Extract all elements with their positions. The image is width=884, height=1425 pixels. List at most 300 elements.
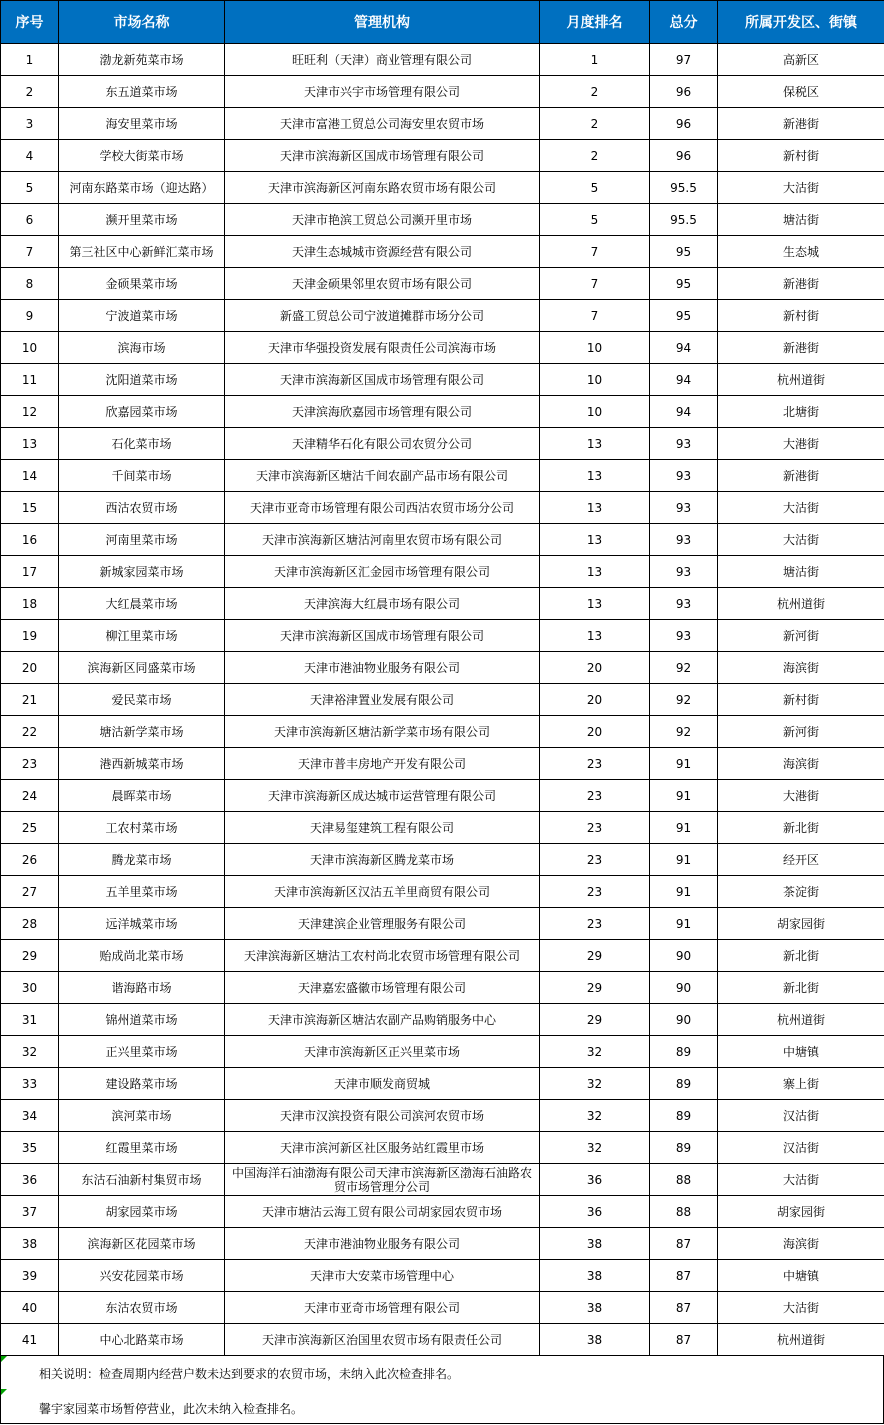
cell-market-name: 欣嘉园菜市场 [59, 396, 225, 428]
cell-management: 旺旺利（天津）商业管理有限公司 [225, 44, 540, 76]
cell-district: 新北街 [718, 812, 884, 844]
cell-district: 新村街 [718, 140, 884, 172]
cell-monthly-rank: 7 [540, 236, 650, 268]
cell-total-score: 93 [650, 428, 718, 460]
cell-index: 40 [1, 1292, 59, 1324]
cell-management: 天津市滨海新区塘沽河南里农贸市场有限公司 [225, 524, 540, 556]
cell-market-name: 海安里菜市场 [59, 108, 225, 140]
cell-monthly-rank: 13 [540, 428, 650, 460]
cell-index: 15 [1, 492, 59, 524]
cell-district: 大沽街 [718, 1164, 884, 1196]
cell-total-score: 93 [650, 492, 718, 524]
cell-monthly-rank: 1 [540, 44, 650, 76]
cell-district: 生态城 [718, 236, 884, 268]
table-row [1, 492, 884, 524]
cell-index: 21 [1, 684, 59, 716]
cell-total-score: 89 [650, 1132, 718, 1164]
cell-monthly-rank: 2 [540, 140, 650, 172]
cell-total-score: 93 [650, 556, 718, 588]
cell-index: 11 [1, 364, 59, 396]
cell-monthly-rank: 13 [540, 524, 650, 556]
cell-management: 天津滨海欣嘉园市场管理有限公司 [225, 396, 540, 428]
cell-management: 天津市滨海新区国成市场管理有限公司 [225, 620, 540, 652]
cell-district: 新港街 [718, 332, 884, 364]
cell-management: 天津市滨海新区塘沽农副产品购销服务中心 [225, 1004, 540, 1036]
cell-market-name: 滨海市场 [59, 332, 225, 364]
cell-management: 天津市普丰房地产开发有限公司 [225, 748, 540, 780]
note-text: 相关说明：检查周期内经营户数未达到要求的农贸市场，未纳入此次检查排名。 [39, 1367, 460, 1381]
cell-monthly-rank: 5 [540, 204, 650, 236]
cell-market-name: 第三社区中心新鲜汇菜市场 [59, 236, 225, 268]
cell-total-score: 96 [650, 140, 718, 172]
table-row [1, 140, 884, 172]
cell-index: 5 [1, 172, 59, 204]
cell-index: 22 [1, 716, 59, 748]
note-text: 馨宇家园菜市场暂停营业，此次未纳入检查排名。 [39, 1402, 304, 1416]
cell-district: 新港街 [718, 268, 884, 300]
cell-total-score: 94 [650, 332, 718, 364]
cell-total-score: 95.5 [650, 172, 718, 204]
cell-management: 天津市华强投资发展有限责任公司滨海市场 [225, 332, 540, 364]
cell-market-name: 晨晖菜市场 [59, 780, 225, 812]
cell-monthly-rank: 38 [540, 1260, 650, 1292]
cell-monthly-rank: 29 [540, 940, 650, 972]
cell-monthly-rank: 36 [540, 1196, 650, 1228]
cell-monthly-rank: 23 [540, 748, 650, 780]
cell-index: 30 [1, 972, 59, 1004]
cell-index: 26 [1, 844, 59, 876]
cell-management: 天津滨海新区塘沽工农村尚北农贸市场管理有限公司 [225, 940, 540, 972]
cell-market-name: 谐海路市场 [59, 972, 225, 1004]
cell-total-score: 93 [650, 460, 718, 492]
cell-market-name: 贻成尚北菜市场 [59, 940, 225, 972]
header-management: 管理机构 [225, 1, 540, 44]
cell-index: 31 [1, 1004, 59, 1036]
table-row [1, 1036, 884, 1068]
cell-total-score: 89 [650, 1036, 718, 1068]
cell-market-name: 锦州道菜市场 [59, 1004, 225, 1036]
table-row [1, 812, 884, 844]
table-body [1, 44, 884, 1356]
cell-market-name: 港西新城菜市场 [59, 748, 225, 780]
cell-market-name: 石化菜市场 [59, 428, 225, 460]
table-row [1, 1292, 884, 1324]
cell-district: 中塘镇 [718, 1260, 884, 1292]
cell-district: 大沽街 [718, 1292, 884, 1324]
cell-index: 34 [1, 1100, 59, 1132]
cell-market-name: 建设路菜市场 [59, 1068, 225, 1100]
cell-market-name: 滨海新区花园菜市场 [59, 1228, 225, 1260]
cell-monthly-rank: 32 [540, 1036, 650, 1068]
cell-district: 中塘镇 [718, 1036, 884, 1068]
cell-market-name: 滨海新区同盛菜市场 [59, 652, 225, 684]
cell-index: 2 [1, 76, 59, 108]
cell-district: 新北街 [718, 972, 884, 1004]
cell-total-score: 89 [650, 1100, 718, 1132]
cell-index: 28 [1, 908, 59, 940]
cell-district: 杭州道街 [718, 364, 884, 396]
cell-district: 新村街 [718, 300, 884, 332]
cell-monthly-rank: 38 [540, 1324, 650, 1356]
cell-index: 24 [1, 780, 59, 812]
cell-district: 新北街 [718, 940, 884, 972]
cell-market-name: 金硕果菜市场 [59, 268, 225, 300]
header-row [1, 1, 884, 44]
table-row [1, 1004, 884, 1036]
cell-management: 天津精华石化有限公司农贸分公司 [225, 428, 540, 460]
cell-management: 天津市富港工贸总公司海安里农贸市场 [225, 108, 540, 140]
cell-management: 天津市顺发商贸城 [225, 1068, 540, 1100]
cell-monthly-rank: 2 [540, 108, 650, 140]
cell-monthly-rank: 13 [540, 556, 650, 588]
cell-district: 海滨街 [718, 748, 884, 780]
cell-total-score: 91 [650, 844, 718, 876]
cell-total-score: 96 [650, 76, 718, 108]
cell-total-score: 92 [650, 684, 718, 716]
cell-market-name: 东沽农贸市场 [59, 1292, 225, 1324]
cell-monthly-rank: 10 [540, 396, 650, 428]
table-row [1, 652, 884, 684]
cell-total-score: 93 [650, 524, 718, 556]
cell-management: 天津嘉宏盛徽市场管理有限公司 [225, 972, 540, 1004]
cell-district: 塘沽街 [718, 556, 884, 588]
cell-management: 天津市港油物业服务有限公司 [225, 1228, 540, 1260]
cell-total-score: 94 [650, 396, 718, 428]
cell-district: 海滨街 [718, 1228, 884, 1260]
cell-management: 天津市滨海新区汉沽五羊里商贸有限公司 [225, 876, 540, 908]
cell-total-score: 91 [650, 812, 718, 844]
cell-index: 4 [1, 140, 59, 172]
cell-market-name: 柳江里菜市场 [59, 620, 225, 652]
cell-district: 经开区 [718, 844, 884, 876]
cell-index: 3 [1, 108, 59, 140]
cell-district: 大港街 [718, 780, 884, 812]
cell-district: 茶淀街 [718, 876, 884, 908]
cell-management: 天津市滨海新区正兴里菜市场 [225, 1036, 540, 1068]
cell-index: 1 [1, 44, 59, 76]
cell-market-name: 河南东路菜市场（迎达路） [59, 172, 225, 204]
cell-index: 32 [1, 1036, 59, 1068]
cell-monthly-rank: 36 [540, 1164, 650, 1196]
cell-total-score: 87 [650, 1260, 718, 1292]
cell-monthly-rank: 13 [540, 460, 650, 492]
cell-market-name: 西沽农贸市场 [59, 492, 225, 524]
cell-total-score: 91 [650, 748, 718, 780]
cell-monthly-rank: 29 [540, 1004, 650, 1036]
table-row [1, 76, 884, 108]
cell-monthly-rank: 32 [540, 1100, 650, 1132]
cell-management: 天津市滨海新区汇金园市场管理有限公司 [225, 556, 540, 588]
table-row [1, 716, 884, 748]
table-row [1, 364, 884, 396]
table-row [1, 1132, 884, 1164]
cell-district: 新村街 [718, 684, 884, 716]
cell-management: 天津市滨海新区塘沽千间农副产品市场有限公司 [225, 460, 540, 492]
cell-marker-icon [1, 1389, 7, 1395]
cell-market-name: 五羊里菜市场 [59, 876, 225, 908]
cell-index: 25 [1, 812, 59, 844]
cell-index: 20 [1, 652, 59, 684]
cell-index: 7 [1, 236, 59, 268]
cell-district: 新河街 [718, 620, 884, 652]
cell-total-score: 97 [650, 44, 718, 76]
cell-market-name: 胡家园菜市场 [59, 1196, 225, 1228]
cell-management: 天津裕津置业发展有限公司 [225, 684, 540, 716]
cell-management: 天津市亚奇市场管理有限公司西沽农贸市场分公司 [225, 492, 540, 524]
cell-monthly-rank: 32 [540, 1132, 650, 1164]
cell-index: 29 [1, 940, 59, 972]
cell-monthly-rank: 13 [540, 588, 650, 620]
cell-index: 41 [1, 1324, 59, 1356]
cell-total-score: 90 [650, 940, 718, 972]
cell-index: 12 [1, 396, 59, 428]
cell-market-name: 爱民菜市场 [59, 684, 225, 716]
cell-district: 杭州道街 [718, 1004, 884, 1036]
cell-management: 天津市滨海新区河南东路农贸市场有限公司 [225, 172, 540, 204]
cell-index: 13 [1, 428, 59, 460]
cell-index: 8 [1, 268, 59, 300]
table-row [1, 332, 884, 364]
cell-district: 杭州道街 [718, 1324, 884, 1356]
cell-total-score: 91 [650, 908, 718, 940]
cell-district: 大沽街 [718, 524, 884, 556]
cell-district: 寨上街 [718, 1068, 884, 1100]
cell-management: 天津市滨海新区成达城市运营管理有限公司 [225, 780, 540, 812]
cell-district: 新港街 [718, 108, 884, 140]
cell-market-name: 宁波道菜市场 [59, 300, 225, 332]
cell-index: 37 [1, 1196, 59, 1228]
table-row [1, 204, 884, 236]
cell-management: 天津易玺建筑工程有限公司 [225, 812, 540, 844]
cell-total-score: 91 [650, 780, 718, 812]
cell-monthly-rank: 20 [540, 684, 650, 716]
header-monthly-rank: 月度排名 [540, 1, 650, 44]
cell-market-name: 东五道菜市场 [59, 76, 225, 108]
cell-market-name: 千间菜市场 [59, 460, 225, 492]
cell-district: 新河街 [718, 716, 884, 748]
table-row [1, 1228, 884, 1260]
cell-monthly-rank: 10 [540, 332, 650, 364]
table-row [1, 748, 884, 780]
table-row [1, 684, 884, 716]
table-row [1, 460, 884, 492]
cell-district: 塘沽街 [718, 204, 884, 236]
table-row [1, 940, 884, 972]
cell-total-score: 92 [650, 652, 718, 684]
cell-market-name: 塘沽新学菜市场 [59, 716, 225, 748]
cell-management: 天津市滨海新区腾龙菜市场 [225, 844, 540, 876]
table-row [1, 556, 884, 588]
cell-market-name: 沈阳道菜市场 [59, 364, 225, 396]
table-row [1, 1324, 884, 1356]
cell-district: 大沽街 [718, 492, 884, 524]
cell-index: 19 [1, 620, 59, 652]
cell-market-name: 正兴里菜市场 [59, 1036, 225, 1068]
cell-management: 天津市滨河新区社区服务站红霞里市场 [225, 1132, 540, 1164]
table-row [1, 780, 884, 812]
cell-market-name: 兴安花园菜市场 [59, 1260, 225, 1292]
cell-monthly-rank: 23 [540, 844, 650, 876]
table-row [1, 1260, 884, 1292]
cell-total-score: 95.5 [650, 204, 718, 236]
cell-monthly-rank: 7 [540, 268, 650, 300]
cell-total-score: 90 [650, 972, 718, 1004]
cell-monthly-rank: 7 [540, 300, 650, 332]
cell-market-name: 滨河菜市场 [59, 1100, 225, 1132]
cell-monthly-rank: 10 [540, 364, 650, 396]
cell-index: 10 [1, 332, 59, 364]
cell-index: 39 [1, 1260, 59, 1292]
cell-market-name: 渤龙新苑菜市场 [59, 44, 225, 76]
cell-monthly-rank: 20 [540, 716, 650, 748]
cell-monthly-rank: 23 [540, 780, 650, 812]
table-row [1, 908, 884, 940]
cell-market-name: 中心北路菜市场 [59, 1324, 225, 1356]
cell-monthly-rank: 38 [540, 1228, 650, 1260]
cell-management: 天津生态城城市资源经营有限公司 [225, 236, 540, 268]
cell-management: 天津市滨海新区塘沽新学菜市场有限公司 [225, 716, 540, 748]
cell-index: 17 [1, 556, 59, 588]
cell-district: 海滨街 [718, 652, 884, 684]
cell-monthly-rank: 2 [540, 76, 650, 108]
cell-management: 天津市汉滨投资有限公司滨河农贸市场 [225, 1100, 540, 1132]
cell-index: 14 [1, 460, 59, 492]
cell-district: 保税区 [718, 76, 884, 108]
header-market-name: 市场名称 [59, 1, 225, 44]
cell-district: 大港街 [718, 428, 884, 460]
cell-monthly-rank: 23 [540, 812, 650, 844]
cell-market-name: 大红晨菜市场 [59, 588, 225, 620]
cell-management: 天津市兴宇市场管理有限公司 [225, 76, 540, 108]
table-row [1, 1100, 884, 1132]
cell-district: 高新区 [718, 44, 884, 76]
cell-total-score: 92 [650, 716, 718, 748]
cell-total-score: 88 [650, 1196, 718, 1228]
cell-index: 6 [1, 204, 59, 236]
table-row [1, 428, 884, 460]
header-district: 所属开发区、街镇 [718, 1, 884, 44]
cell-management: 天津市塘沽云海工贸有限公司胡家园农贸市场 [225, 1196, 540, 1228]
cell-market-name: 东沽石油新村集贸市场 [59, 1164, 225, 1196]
cell-market-name: 河南里菜市场 [59, 524, 225, 556]
cell-index: 23 [1, 748, 59, 780]
cell-management: 天津市滨海新区国成市场管理有限公司 [225, 140, 540, 172]
cell-monthly-rank: 13 [540, 620, 650, 652]
cell-monthly-rank: 13 [540, 492, 650, 524]
cell-district: 北塘街 [718, 396, 884, 428]
table-row [1, 620, 884, 652]
table-row [1, 588, 884, 620]
cell-monthly-rank: 5 [540, 172, 650, 204]
table-row [1, 236, 884, 268]
cell-management: 天津市滨海新区国成市场管理有限公司 [225, 364, 540, 396]
cell-monthly-rank: 23 [540, 908, 650, 940]
header-index: 序号 [1, 1, 59, 44]
cell-index: 18 [1, 588, 59, 620]
table-row [1, 172, 884, 204]
cell-district: 汉沽街 [718, 1132, 884, 1164]
cell-management: 天津市港油物业服务有限公司 [225, 652, 540, 684]
cell-total-score: 88 [650, 1164, 718, 1196]
cell-total-score: 94 [650, 364, 718, 396]
cell-monthly-rank: 32 [540, 1068, 650, 1100]
cell-management: 天津滨海大红晨市场有限公司 [225, 588, 540, 620]
cell-total-score: 96 [650, 108, 718, 140]
cell-monthly-rank: 20 [540, 652, 650, 684]
cell-market-name: 远洋城菜市场 [59, 908, 225, 940]
table-row [1, 524, 884, 556]
cell-total-score: 89 [650, 1068, 718, 1100]
cell-market-name: 学校大街菜市场 [59, 140, 225, 172]
cell-index: 9 [1, 300, 59, 332]
cell-total-score: 93 [650, 620, 718, 652]
cell-total-score: 95 [650, 268, 718, 300]
cell-market-name: 濒开里菜市场 [59, 204, 225, 236]
header-total-score: 总分 [650, 1, 718, 44]
cell-index: 27 [1, 876, 59, 908]
table-row [1, 268, 884, 300]
cell-index: 35 [1, 1132, 59, 1164]
table-row [1, 396, 884, 428]
table-row [1, 1196, 884, 1228]
cell-district: 汉沽街 [718, 1100, 884, 1132]
notes-box [0, 1356, 884, 1424]
cell-market-name: 红霞里菜市场 [59, 1132, 225, 1164]
cell-management: 天津建滨企业管理服务有限公司 [225, 908, 540, 940]
table-row [1, 44, 884, 76]
cell-total-score: 87 [650, 1292, 718, 1324]
cell-index: 33 [1, 1068, 59, 1100]
cell-total-score: 90 [650, 1004, 718, 1036]
cell-management: 天津市艳滨工贸总公司濒开里市场 [225, 204, 540, 236]
cell-district: 胡家园街 [718, 908, 884, 940]
cell-total-score: 91 [650, 876, 718, 908]
cell-marker-icon [1, 1356, 7, 1362]
cell-index: 16 [1, 524, 59, 556]
table-row [1, 844, 884, 876]
cell-market-name: 工农村菜市场 [59, 812, 225, 844]
cell-management: 天津金硕果邻里农贸市场有限公司 [225, 268, 540, 300]
cell-total-score: 95 [650, 300, 718, 332]
table-row [1, 1164, 884, 1196]
cell-total-score: 93 [650, 588, 718, 620]
cell-monthly-rank: 29 [540, 972, 650, 1004]
table-row [1, 876, 884, 908]
table-row [1, 108, 884, 140]
cell-total-score: 95 [650, 236, 718, 268]
cell-management: 天津市滨海新区治国里农贸市场有限责任公司 [225, 1324, 540, 1356]
cell-index: 38 [1, 1228, 59, 1260]
cell-management: 天津市亚奇市场管理有限公司 [225, 1292, 540, 1324]
cell-district: 杭州道街 [718, 588, 884, 620]
cell-district: 新港街 [718, 460, 884, 492]
table-row [1, 300, 884, 332]
cell-management: 新盛工贸总公司宁波道摊群市场分公司 [225, 300, 540, 332]
cell-monthly-rank: 23 [540, 876, 650, 908]
table-row [1, 1068, 884, 1100]
cell-total-score: 87 [650, 1228, 718, 1260]
cell-market-name: 新城家园菜市场 [59, 556, 225, 588]
cell-total-score: 87 [650, 1324, 718, 1356]
cell-district: 大沽街 [718, 172, 884, 204]
table-row [1, 972, 884, 1004]
cell-management: 天津市大安菜市场管理中心 [225, 1260, 540, 1292]
cell-district: 胡家园街 [718, 1196, 884, 1228]
cell-management: 中国海洋石油渤海有限公司天津市滨海新区渤海石油路农贸市场管理分公司 [225, 1164, 540, 1196]
cell-market-name: 腾龙菜市场 [59, 844, 225, 876]
cell-index: 36 [1, 1164, 59, 1196]
cell-monthly-rank: 38 [540, 1292, 650, 1324]
